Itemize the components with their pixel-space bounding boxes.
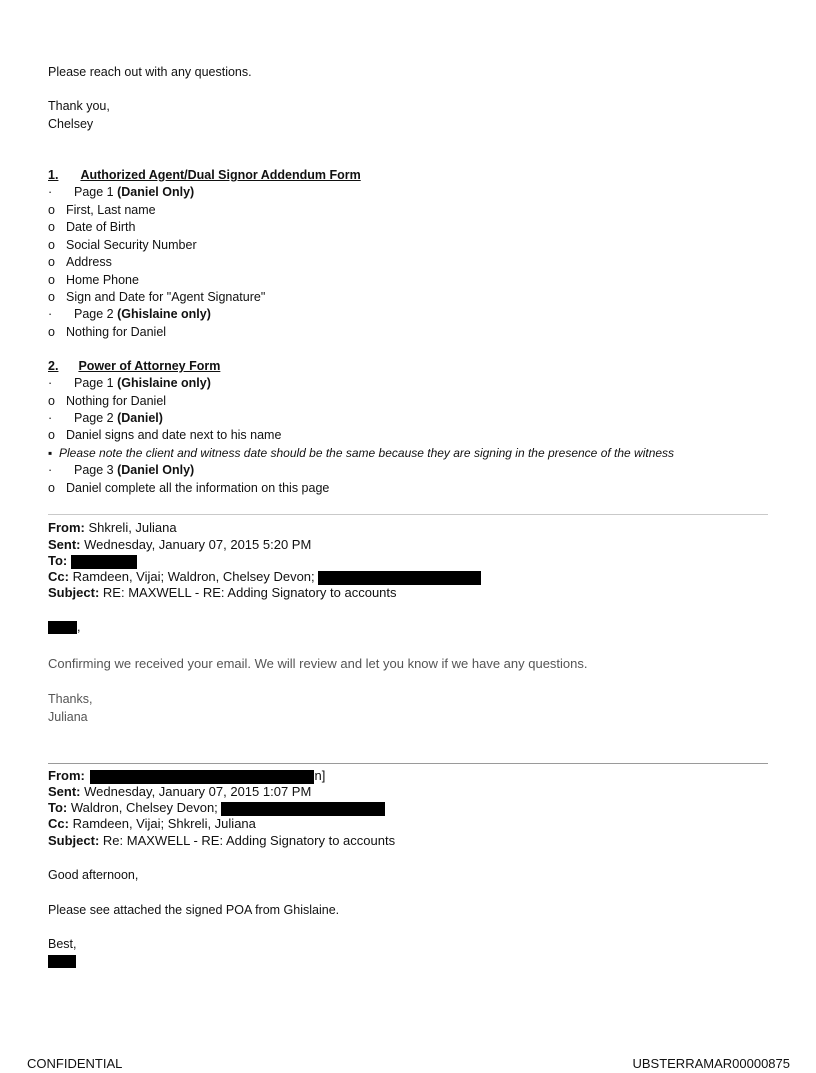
- list-item: o Date of Birth: [48, 220, 136, 234]
- redaction-block: [48, 955, 76, 968]
- email1-subject: Subject: RE: MAXWELL - RE: Adding Signatory to accounts: [48, 585, 397, 600]
- dot-bullet-icon: ·: [48, 376, 53, 390]
- list-item: o First, Last name: [48, 203, 156, 217]
- email1-sent: Sent: Wednesday, January 07, 2015 5:20 PM: [48, 537, 312, 552]
- section1-page1: · Page 1 (Daniel Only): [48, 185, 195, 199]
- list-item: o Daniel signs and date next to his name: [48, 428, 282, 442]
- circle-bullet-icon: o: [48, 238, 55, 252]
- circle-bullet-icon: o: [48, 481, 55, 495]
- email2-signature: [48, 954, 76, 968]
- circle-bullet-icon: o: [48, 273, 55, 287]
- email1-signature: Juliana: [48, 710, 88, 724]
- email2-sent: Sent: Wednesday, January 07, 2015 1:07 PM: [48, 784, 312, 799]
- circle-bullet-icon: o: [48, 325, 55, 339]
- email2-subject: Subject: Re: MAXWELL - RE: Adding Signatory to accounts: [48, 833, 396, 848]
- section1-heading: [48, 168, 361, 182]
- section1-number: 1.: [48, 168, 59, 182]
- redaction-block: [318, 571, 481, 585]
- redaction-block: [90, 770, 314, 784]
- circle-bullet-icon: o: [48, 394, 55, 408]
- intro-thanks: Thank you,: [48, 99, 110, 113]
- intro-questions: Please reach out with any questions.: [48, 65, 252, 79]
- circle-bullet-icon: o: [48, 290, 55, 304]
- section2-page3: · Page 3 (Daniel Only): [48, 463, 195, 477]
- redaction-block: [71, 555, 137, 569]
- divider: [48, 763, 768, 764]
- redaction-block: [48, 621, 77, 634]
- email2-to: To: Waldron, Chelsey Devon;: [48, 800, 385, 816]
- square-bullet-icon: ▪: [48, 446, 53, 460]
- intro-signature: Chelsey: [48, 117, 94, 131]
- section1-title: Authorized Agent/Dual Signor Addendum Form: [80, 168, 361, 182]
- email2-greeting: Good afternoon,: [48, 868, 139, 882]
- witness-note: ▪ Please note the client and witness date should be the same because they are signing in the presence of the witness: [48, 446, 675, 460]
- email1-body: Confirming we received your email. We will review and let you know if we have any questions.: [48, 656, 588, 671]
- divider: [48, 514, 768, 515]
- dot-bullet-icon: ·: [48, 307, 53, 321]
- email2-body: Please see attached the signed POA from Ghislaine.: [48, 903, 340, 917]
- redaction-block: [221, 802, 385, 816]
- email1-to: To:: [48, 553, 137, 569]
- list-item: o Sign and Date for "Agent Signature": [48, 290, 266, 304]
- circle-bullet-icon: o: [48, 255, 55, 269]
- section2-page1: · Page 1 (Ghislaine only): [48, 376, 211, 390]
- section2-title: Power of Attorney Form: [78, 359, 221, 373]
- list-item: o Daniel complete all the information on this page: [48, 481, 330, 495]
- list-item: o Address: [48, 255, 112, 269]
- email2-closing: Best,: [48, 937, 77, 951]
- email1-greeting: ,: [48, 620, 80, 634]
- circle-bullet-icon: o: [48, 220, 55, 234]
- footer-bates-number: UBSTERRAMAR00000875: [632, 1056, 790, 1071]
- email2-cc: Cc: Ramdeen, Vijai; Shkreli, Juliana: [48, 816, 256, 831]
- section2-heading: [48, 359, 220, 373]
- email2-from: From: n]: [48, 768, 326, 783]
- email1-thanks: Thanks,: [48, 692, 93, 706]
- dot-bullet-icon: ·: [48, 411, 53, 425]
- list-item: o Nothing for Daniel: [48, 325, 167, 339]
- email1-from: From: Shkreli, Juliana: [48, 520, 177, 535]
- section1-page2: · Page 2 (Ghislaine only): [48, 307, 211, 321]
- email1-cc: Cc: Ramdeen, Vijai; Waldron, Chelsey Devon;: [48, 569, 481, 585]
- footer-confidential: CONFIDENTIAL: [27, 1056, 123, 1071]
- circle-bullet-icon: o: [48, 428, 55, 442]
- list-item: o Social Security Number: [48, 238, 197, 252]
- section2-page2: · Page 2 (Daniel): [48, 411, 163, 425]
- dot-bullet-icon: ·: [48, 185, 53, 199]
- list-item: o Home Phone: [48, 273, 139, 287]
- dot-bullet-icon: ·: [48, 463, 53, 477]
- circle-bullet-icon: o: [48, 203, 55, 217]
- list-item: o Nothing for Daniel: [48, 394, 167, 408]
- section2-number: 2.: [48, 359, 59, 373]
